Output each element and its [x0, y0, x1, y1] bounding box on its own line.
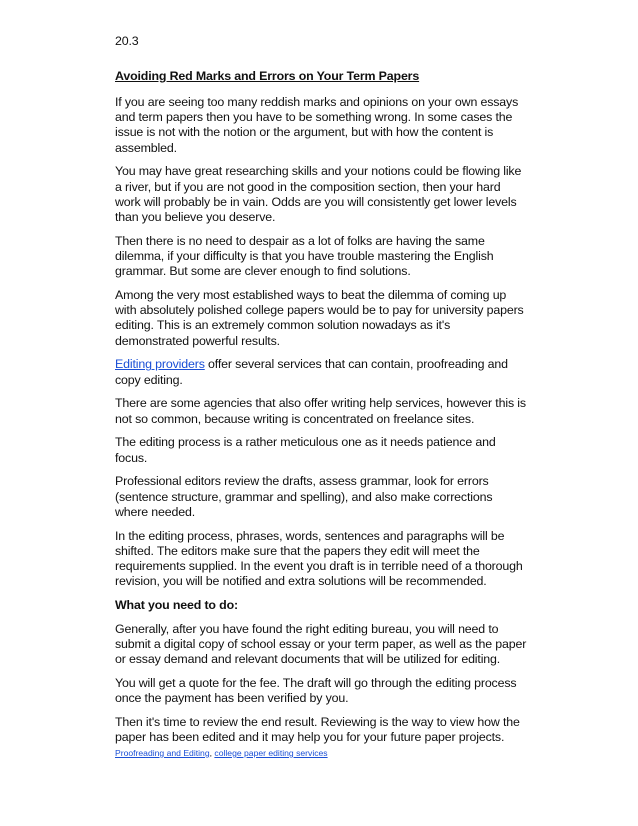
proofreading-editing-link[interactable]: Proofreading and Editing — [115, 748, 210, 759]
paragraph-3: Then there is no need to despair as a lot of folks are having the same dilemma, if your difficulty is that you have trouble mastering the English grammar. But some are clever enough to find solutions. — [115, 233, 494, 279]
paragraph-4: Among the very most established ways to beat the dilemma of coming up with absolutely polished college papers would be to pay for university papers editing. This is an extremely common solution nowadays as it's demonstrated powerful results. — [115, 288, 524, 348]
paragraph-10: Generally, after you have found the right editing bureau, you will need to submit a digital copy of school essay or your term paper, as well as the paper or essay demand and relevant documents that will be utilized for editing. — [115, 621, 527, 667]
paragraph-8: Professional editors review the drafts, assess grammar, look for errors (sentence structure, grammar and spelling), and also make corrections where needed. — [115, 474, 493, 519]
paragraph-1: If you are seeing too many reddish marks and opinions on your own essays and term papers then you have to be something wrong. In some cases the issue is not with the notion or the argument, but with how the content is assembled. — [115, 95, 519, 155]
paragraph-2: You may have great researching skills and your notions could be flowing like a river, but if you are not good in the composition section, then your hard work will probably be in vain. Odds are you will consistently get lower levels than you believe you deserve. — [115, 164, 522, 225]
paragraph-6: There are some agencies that also offer writing help services, however this is not so common, because writing is concentrated on freelance sites. — [115, 396, 526, 426]
editing-providers-link[interactable]: Editing providers — [115, 357, 205, 372]
article-title: Avoiding Red Marks and Errors on Your Term Papers — [115, 69, 420, 83]
paragraph-9: In the editing process, phrases, words, sentences and paragraphs will be shifted. The editors make sure that the papers they edit will meet the requirements supplied. In the event you draft is in terrible need of a thorough revision, you will be notified and extra solutions will be recommended. — [115, 528, 523, 589]
paragraph-12: Then it's time to review the end result. Reviewing is the way to view how the paper has been edited and it may help you for your future paper projects. — [115, 715, 520, 745]
footer-links — [115, 748, 527, 758]
document-body — [115, 34, 527, 758]
paragraph-7: The editing process is a rather meticulous one as it needs patience and focus. — [115, 435, 496, 465]
paragraph-5-text: offer several services that can contain, proofreading and copy editing. — [115, 357, 508, 387]
section-heading: What you need to do: — [115, 598, 238, 613]
paragraph-11: You will get a quote for the fee. The draft will go through the editing process once the payment has been verified by you. — [115, 676, 517, 706]
college-paper-editing-link[interactable]: college paper editing services — [214, 748, 328, 759]
footer-link-separator: , — [209, 748, 215, 759]
page-number: 20.3 — [115, 34, 139, 48]
paragraph-5 — [115, 357, 527, 387]
